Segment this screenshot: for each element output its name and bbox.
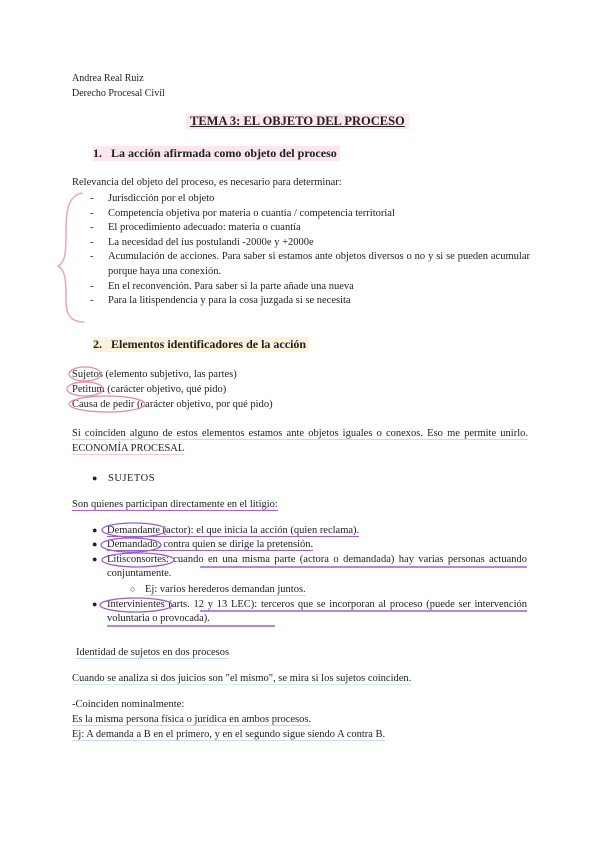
section1-heading-text: La acción afirmada como objeto del proceso (111, 146, 337, 160)
sujeto-litisconsortes: Litisconsortes: cuando en una misma parte (actora o demandada) hay varias personas actuando conjuntamente. (107, 554, 527, 580)
sujeto-intervinientes: Intervinientes (arts. 12 y 13 LEC): terceros que se incorporan al proceso (puede ser intervención voluntaria o provocada). (107, 599, 527, 625)
document-title: TEMA 3: EL OBJETO DEL PROCESO (186, 114, 409, 129)
element-causa: Causa de pedir (carácter objetivo, por qué pido) (72, 399, 273, 410)
litis-example: Ej: varios herederos demandan juntos. (145, 584, 306, 595)
section2-heading-text: Elementos identificadores de la acción (111, 337, 307, 351)
sujetos-heading: SUJETOS (108, 473, 156, 484)
section2-number: 2. (93, 337, 102, 351)
element-petitum: Petitum (carácter objetivo, qué pido) (72, 384, 227, 395)
section1-intro: Relevancia del objeto del proceso, es necesario para determinar: (72, 177, 342, 188)
section2-heading (93, 337, 309, 352)
sujetos-intro: Son quienes participan directamente en el litigio: (72, 499, 278, 510)
list-item: - Acumulación de acciones. Para saber si estamos ante objetos diversos o no y si se pueden acumular porque haya una conexión. (90, 251, 530, 277)
list-item: - Jurisdicción por el objeto (90, 193, 215, 204)
list-item: - Para la litispendencia y para la cosa juzgada si se necesita (90, 295, 351, 307)
economy-paragraph: Si coinciden alguno de estos elementos estamos ante objetos iguales o conexos. Eso me permite unirlo. ECONOMÍA PROCESAL (72, 428, 528, 454)
coinciden-heading: -Coinciden nominalmente: (72, 699, 185, 710)
coinciden-line2: Ej: A demanda a B en el primero, y en el segundo sigue siendo A contra B. (72, 729, 386, 740)
author-name: Andrea Real Ruiz (72, 73, 144, 84)
list-item: - El procedimiento adecuado: materia o cuantía (90, 222, 301, 234)
element-sujetos: Sujetos (elemento subjetivo, las partes) (72, 369, 237, 380)
section1-number: 1. (93, 146, 102, 160)
course-name: Derecho Procesal Civil (72, 88, 165, 99)
identidad-intro: Cuando se analiza si dos juicios son "el mismo", se mira si los sujetos coinciden. (72, 673, 412, 684)
coinciden-line1: Es la misma persona física o jurídica en ambos procesos. (72, 714, 312, 725)
identidad-heading: Identidad de sujetos en dos procesos (76, 647, 230, 658)
bullet-icon: ● (92, 525, 98, 535)
curly-brace-annotation (58, 193, 84, 322)
list-item: - La necesidad del ius postulandi -2000e y +2000e (90, 236, 314, 248)
sub-bullet-icon: ○ (130, 584, 136, 594)
bullet-icon: ● (92, 539, 98, 549)
bullet-icon: ● (92, 599, 98, 609)
relevance-list (90, 192, 530, 309)
list-item: - Competencia objetiva por materia o cuantía / competencia territorial (90, 207, 395, 219)
list-item: - En el reconvención. Para saber si la parte añade una nueva (90, 280, 354, 292)
section1-heading (93, 146, 340, 161)
sujeto-demandante: Demandante (actor): el que inicia la acción (quien reclama). (107, 525, 360, 536)
bullet-icon: ● (92, 473, 98, 483)
sujeto-demandado: Demandado: contra quien se dirige la pretensión. (107, 539, 314, 550)
bullet-icon: ● (92, 554, 98, 564)
